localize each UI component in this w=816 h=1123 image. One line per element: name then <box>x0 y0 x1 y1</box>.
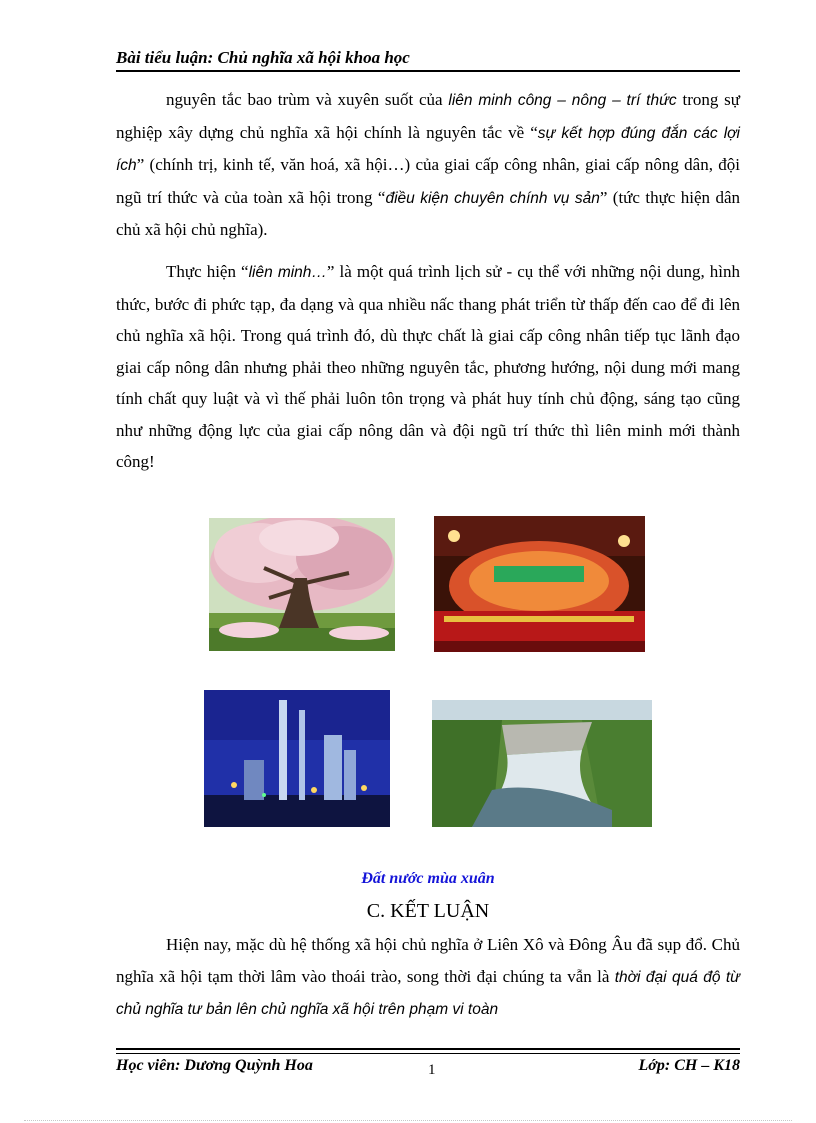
section-title: C. KẾT LUẬN <box>366 900 490 922</box>
paragraph-2 <box>116 256 740 478</box>
italic-run: liên minh… <box>248 264 327 281</box>
paragraph-3 <box>116 929 740 1026</box>
italic-run: thời đại quá độ từ chủ nghĩa tư bản lên chủ nghĩa xã hội trên phạm vi toàn <box>116 968 740 1018</box>
page-header: Bài tiểu luận: Chủ nghĩa xã hội khoa học <box>116 48 740 72</box>
text-run: trong sự nghiệp xây dựng chủ nghĩa xã hội chính là nguyên tắc về “ <box>116 90 740 142</box>
footer-author: Học viên: Dương Quỳnh Hoa <box>116 1057 313 1074</box>
footer-divider <box>116 1048 740 1050</box>
text-run: ” (chính trị, kinh tế, văn hoá, xã hội…) của giai cấp công nhân, giai cấp nông dân, đội ngũ trí thức và của toàn xã hội trong “ <box>116 155 740 207</box>
text-run: ” (tức thực hiện dân chủ xã hội chủ nghĩa). <box>116 187 740 239</box>
footer-class: Lớp: CH – K18 <box>638 1057 740 1074</box>
image-caption: Đất nước mùa xuân <box>361 870 495 887</box>
text-run: Thực hiện “ <box>166 262 249 281</box>
footer-divider-thin <box>116 1053 740 1054</box>
industrial-plant-photo <box>204 690 390 827</box>
paragraph-1 <box>116 84 740 246</box>
text-run: ” là một quá trình lịch sử - cụ thể với những nội dung, hình thức, bước đi phức tạp, đa dạng và qua nhiều nấc thang phát triển từ thấp đến cao để đi lên chủ nghĩa xã hội. Trong quá trình đó, dù thực chất là giai cấp công nhân tiếp tục lãnh đạo giai cấp nông dân nhưng phải theo những nguyên tắc, phương hướng, nội dung mới mang tính chất quy luật và vì thế phải luôn tôn trọng và phát huy tính chủ động, sáng tạo cũng như những động lực của giai cấp nông dân và đội ngũ trí thức thì liên minh mới thành công! <box>116 262 741 471</box>
hydro-dam-photo <box>432 700 652 827</box>
italic-run: sự kết hợp đúng đắn các lợi ích <box>116 124 740 174</box>
text-run: Hiện nay, mặc dù hệ thống xã hội chủ nghĩa ở Liên Xô và Đông Âu đã sụp đổ. Chủ nghĩa xã hội tạm thời lâm vào thoái trào, song thời đại chúng ta vẫn là <box>116 935 740 986</box>
italic-run: liên minh công – nông – trí thức <box>448 92 677 109</box>
stage-performance-photo <box>434 516 645 652</box>
page-edge-divider <box>24 1120 792 1121</box>
text-run: nguyên tắc bao trùm và xuyên suốt của <box>166 90 449 109</box>
blossom-tree-photo <box>209 518 395 651</box>
italic-run: điều kiện chuyên chính vụ sản <box>385 189 600 207</box>
page-number: 1 <box>428 1062 436 1078</box>
